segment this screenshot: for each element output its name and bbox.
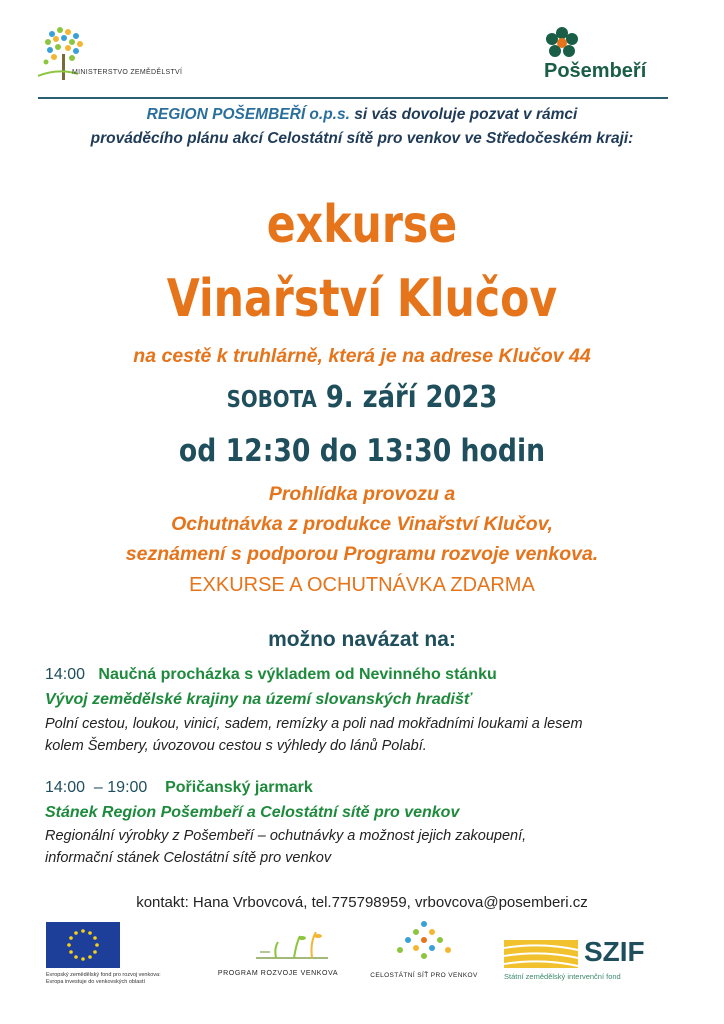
ministry-label: MINISTERSTVO ZEMĚDĚLSTVÍ — [72, 69, 183, 76]
intro-brand: REGION POŠEMBEŘÍ o.p.s. — [146, 106, 350, 123]
event-date: 9. září 2023 — [325, 380, 498, 415]
item-2-desc-2: informační stánek Celostátní sítě pro venkov — [45, 850, 332, 866]
followup-heading: možno navázat na: — [268, 628, 456, 651]
followup-item-2-head — [45, 777, 695, 799]
item-2-title: Pořičanský jarmark — [165, 779, 313, 796]
program-line-2: Ochutnávka z produkce Vinařství Klučov, — [171, 513, 553, 535]
szif-abbr: SZIF — [584, 936, 645, 967]
intro-line-2: prováděcího plánu akcí Celostátní sítě pro venkov ve Středočeském kraji: — [90, 130, 634, 147]
intro-line-1-text: si vás dovoluje pozvat v rámci — [349, 106, 578, 123]
contact-line: kontakt: Hana Vrbovcová, tel.775798959, vrbovcova@posemberi.cz — [136, 894, 588, 911]
posemberi-logo — [540, 26, 680, 88]
posemberi-label: Pošembeří — [544, 60, 647, 82]
event-time: od 12:30 do 13:30 hodin — [178, 433, 546, 469]
css-logo — [366, 918, 482, 984]
program-line-1: Prohlídka provozu a — [268, 483, 456, 505]
program-line-3: seznámení s podporou Programu rozvoje venkova. — [125, 543, 599, 565]
eu-stars-icon — [46, 922, 120, 968]
flower-icon — [544, 26, 580, 62]
item-1-desc-1: Polní cestou, loukou, vinicí, sadem, remízky a poli nad mokřadními loukami a lesem — [45, 716, 583, 732]
item-1-desc-2: kolem Šembery, úvozovou cestou s výhledy do lánů Polabí. — [45, 738, 427, 754]
item-2-time: 14:00 – 19:00 — [45, 779, 148, 796]
item-2-subtitle: Stánek Region Pošembeří a Celostátní sítě pro venkov — [45, 804, 460, 821]
free-notice: EXKURSE A OCHUTNÁVKA ZDARMA — [189, 574, 535, 596]
field-stripes-icon — [504, 940, 578, 968]
prv-label: PROGRAM ROZVOJE VENKOVA — [217, 970, 339, 977]
header-divider — [38, 97, 668, 99]
item-1-title: Naučná procházka s výkladem od Nevinného stánku — [98, 666, 497, 683]
ministry-logo — [38, 24, 198, 86]
eu-caption — [46, 972, 161, 986]
event-title-2: Vinařství Klučov — [166, 269, 558, 329]
eu-caption-1: Evropský zemědělský fond pro rozvoj venkova: — [46, 972, 161, 978]
event-day: SOBOTA — [226, 387, 317, 413]
prv-logo — [216, 928, 340, 984]
item-1-time: 14:00 — [45, 666, 86, 683]
szif-label: Státní zemědělský intervenční fond — [504, 972, 621, 981]
item-1-subtitle: Vývoj zemědělské krajiny na území slovanských hradišť — [45, 691, 472, 708]
eu-flag-logo — [46, 922, 120, 968]
item-2-desc-1: Regionální výrobky z Pošembeří – ochutnávky a možnost jejich zakoupení, — [45, 828, 527, 844]
event-location: na cestě k truhlárně, která je na adrese Klučov 44 — [133, 345, 591, 367]
event-title-1: exkurse — [266, 195, 458, 255]
szif-logo — [504, 936, 664, 982]
network-icon — [366, 918, 482, 968]
event-date-line — [51, 378, 674, 420]
sprout-icon — [216, 928, 340, 962]
followup-item-1-head — [45, 664, 695, 686]
eu-caption-2: Evropa investuje do venkovských oblastí — [46, 979, 146, 985]
intro-line-1 — [0, 104, 724, 126]
css-label: CELOSTÁTNÍ SÍŤ PRO VENKOV — [370, 972, 478, 979]
